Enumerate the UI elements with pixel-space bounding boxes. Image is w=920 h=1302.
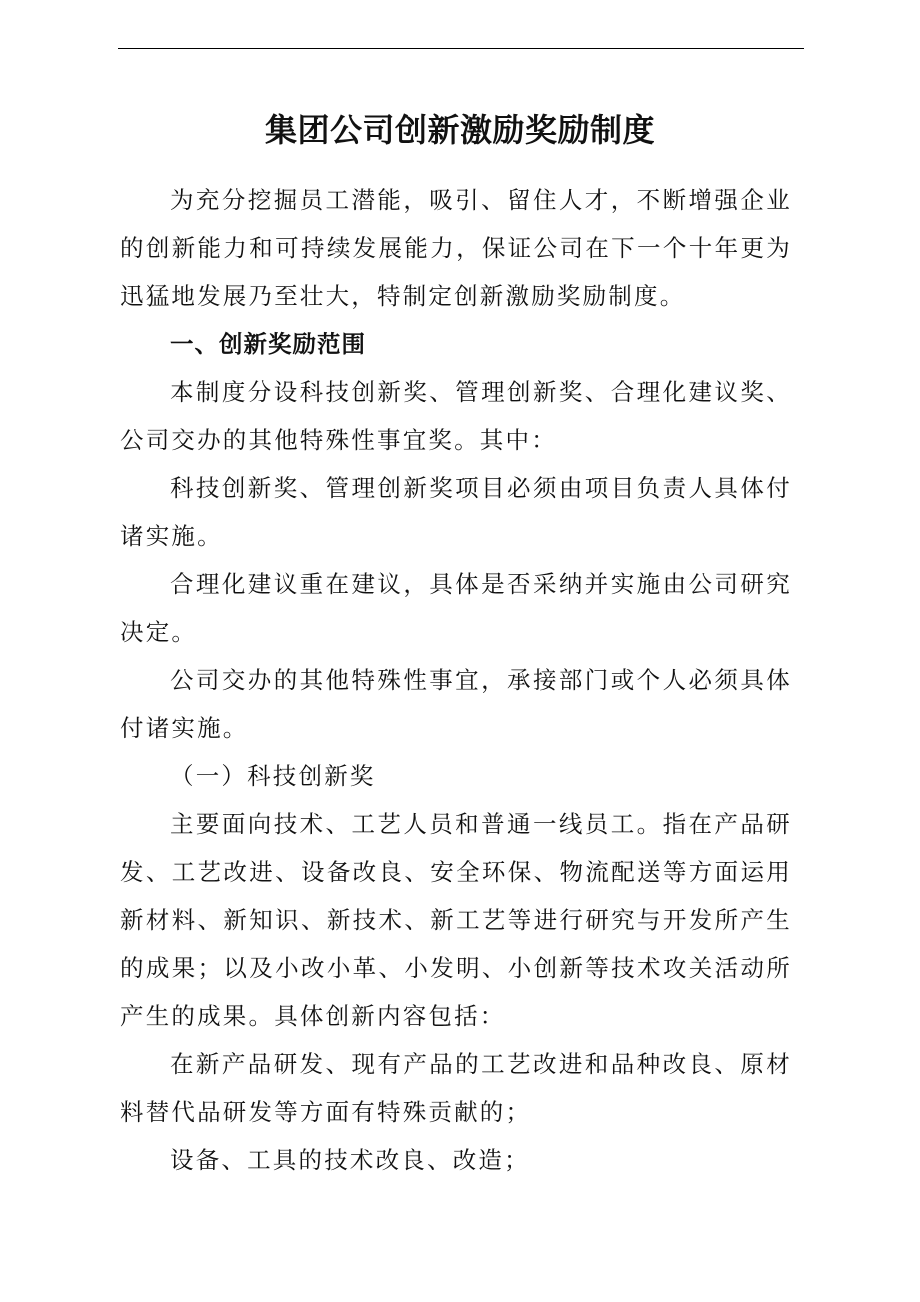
document-title: 集团公司创新激励奖励制度	[264, 111, 655, 149]
paragraph-new-product: 在新产品研发、现有产品的工艺改进和品种改良、原材料替代品研发等方面有特殊贡献的；	[120, 1050, 792, 1126]
paragraph-tech-innovation-desc: 主要面向技术、工艺人员和普通一线员工。指在产品研发、工艺改进、设备改良、安全环保、物流配送等方面运用新材料、新知识、新技术、新工艺等进行研究与开发所产生的成果；以及小改小革、小发明、小创新等技术攻关活动所产生的成果。具体创新内容包括：	[120, 810, 792, 1030]
document-body	[120, 176, 792, 1184]
subheading-tech-innovation: （一）科技创新奖	[170, 762, 376, 790]
section-heading-scope: 一、创新奖励范围	[170, 330, 366, 358]
paragraph-tech-mgmt-award: 科技创新奖、管理创新奖项目必须由项目负责人具体付诸实施。	[120, 474, 792, 550]
paragraph-equipment: 设备、工具的技术改良、改造；	[170, 1146, 530, 1174]
paragraph-intro: 为充分挖掘员工潜能，吸引、留住人才，不断增强企业的创新能力和可持续发展能力，保证公司在下一个十年更为迅猛地发展乃至壮大，特制定创新激励奖励制度。	[120, 186, 792, 310]
header-rule	[118, 48, 804, 49]
paragraph-award-types: 本制度分设科技创新奖、管理创新奖、合理化建议奖、公司交办的其他特殊性事宜奖。其中：	[120, 378, 792, 454]
paragraph-suggestions: 合理化建议重在建议，具体是否采纳并实施由公司研究决定。	[120, 570, 792, 646]
paragraph-special-matters: 公司交办的其他特殊性事宜，承接部门或个人必须具体付诸实施。	[120, 666, 792, 742]
